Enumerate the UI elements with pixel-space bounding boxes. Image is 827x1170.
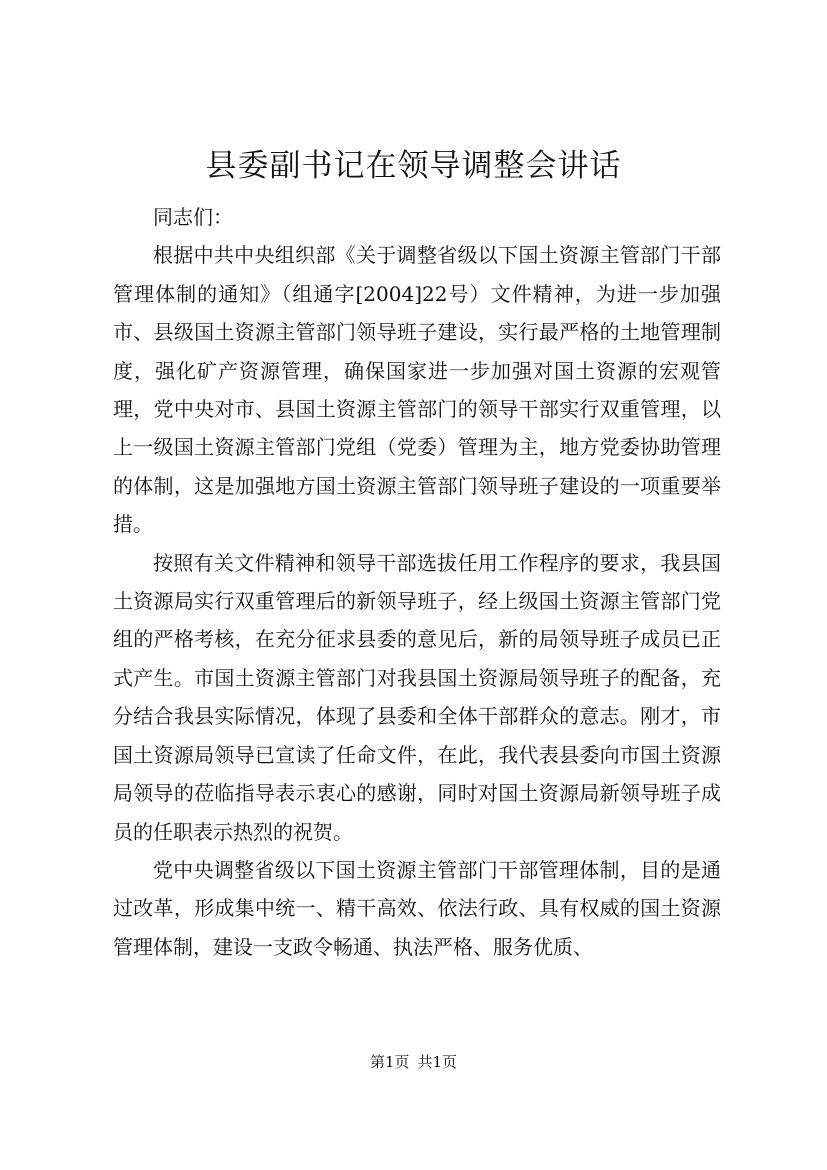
document-body <box>113 198 721 966</box>
page-number: 第1页 <box>369 1053 410 1071</box>
paragraph-2: 按照有关文件精神和领导干部选拔任用工作程序的要求，我县国土资源局实行双重管理后的新领导班子，经上级国土资源主管部门党组的严格考核，在充分征求县委的意见后，新的局领导班子成员已正式产生。市国土资源主管部门对我县国土资源局领导班子的配备，充分结合我县实际情况，体现了县委和全体干部群众的意志。刚才，市国土资源局领导已宣读了任命文件，在此，我代表县委向市国土资源局领导的莅临指导表示衷心的感谢，同时对国土资源局新领导班子成员的任职表示热烈的祝贺。 <box>113 550 721 844</box>
salutation: 同志们： <box>153 205 233 229</box>
page-total: 共1页 <box>417 1053 458 1071</box>
document-title: 县委副书记在领导调整会讲话 <box>205 148 622 184</box>
paragraph-3: 党中央调整省级以下国土资源主管部门干部管理体制，目的是通过改革，形成集中统一、精干高效、依法行政、具有权威的国土资源管理体制，建设一支政令畅通、执法严格、服务优质、 <box>113 857 721 959</box>
paragraph-1: 根据中共中央组织部《关于调整省级以下国土资源主管部门干部管理体制的通知》（组通字[2004]22号）文件精神，为进一步加强市、县级国土资源主管部门领导班子建设，实行最严格的土地管理制度，强化矿产资源管理，确保国家进一步加强对国土资源的宏观管理，党中央对市、县国土资源主管部门的领导干部实行双重管理，以上一级国土资源主管部门党组（党委）管理为主，地方党委协助管理的体制，这是加强地方国土资源主管部门领导班子建设的一项重要举措。 <box>113 243 721 537</box>
page-footer <box>0 1052 827 1072</box>
